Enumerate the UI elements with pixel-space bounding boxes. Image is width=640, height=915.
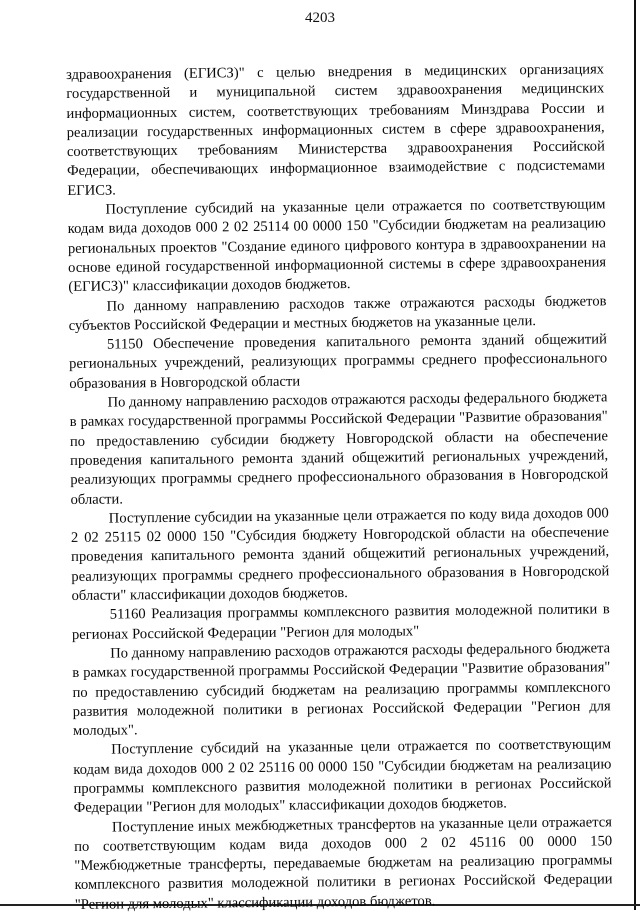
section-heading: 51150 Обеспечение проведения капитального ремонта зданий общежитий региональных учреждений, реализующих программы среднего профессионального образования в Новгородской области (69, 331, 608, 392)
paragraph: Поступление субсидий на указанные цели отражается по соответствующим кодам вида доходов 000 2 02 25114 00 0000 150 "Субсидии бюджетам на реализацию региональных проектов "Создание единого цифрового контура в здравоохранении на основе единой государственной информационной системы в сфере здравоохранения (ЕГИСЗ)" классификации доходов бюджетов. (67, 196, 607, 296)
document-body (66, 60, 613, 915)
paragraph: Поступление субсидии на указанные цели отражается по коду вида доходов 000 2 02 25115 02 0000 150 "Субсидия бюджету Новгородской области на обеспечение проведения капитального ремонта зданий общежитий региональных учреждений, реализующих программы среднего профессионального образования в Новгородской области" классификации доходов бюджетов. (70, 505, 610, 604)
page-number: 4203 (305, 10, 335, 26)
section-heading: 51160 Реализация программы комплексного развития молодежной политики в регионах Российской Федерации "Регион для молодых" (71, 601, 610, 643)
paragraph: здравоохранения (ЕГИСЗ)" с целью внедрения в медицинских организациях государственной и муниципальной систем здравоохранения медицинских информационных систем, соответствующих требованиям Минздрава России и реализации государственных информационных систем в сфере здравоохранения, соответствующих требованиям Министерства здравоохранения Российской Федерации, обеспечивающих информационное взаимодействие с подсистемами ЕГИСЗ. (66, 61, 606, 199)
paragraph: По данному направлению расходов отражаются расходы федерального бюджета в рамках государственной программы Российской Федерации "Развитие образования" по предоставлению субсидии бюджету Новгородской области на обеспечение проведения капитального ремонта зданий общежитий региональных учреждений, реализующих программы среднего профессионального образования в Новгородской области. (69, 389, 609, 508)
paragraph: Поступление иных межбюджетных трансфертов на указанные цели отражается по соответствующим кодам вида доходов 000 2 02 45116 00 0000 150 "Межбюджетные трансферты, передаваемые бюджетам на реализацию программы комплексного развития молодежной политики в регионах Российской Федерации "Регион для молодых" классификации доходов бюджетов. (74, 813, 613, 913)
paragraph: Поступление субсидий на указанные цели отражается по соответствующим кодам вида доходов 000 2 02 25116 00 0000 150 "Субсидии бюджетам на реализацию программы комплексного развития молодежной политики в регионах Российской Федерации "Регион для молодых" классификации доходов бюджетов. (73, 736, 612, 817)
paragraph: По данному направлению расходов отражаются расходы федерального бюджета в рамках государственной программы Российской Федерации "Развитие образования" по предоставлению субсидий бюджетам на реализацию программы комплексного развития молодежной политики в регионах Российской Федерации "Регион для молодых". (72, 640, 611, 740)
scan-edge-right (634, 0, 636, 910)
paragraph: По данному направлению расходов также отражаются расходы бюджетов субъектов Российской Федерации и местных бюджетов на указанные цели. (68, 292, 607, 334)
